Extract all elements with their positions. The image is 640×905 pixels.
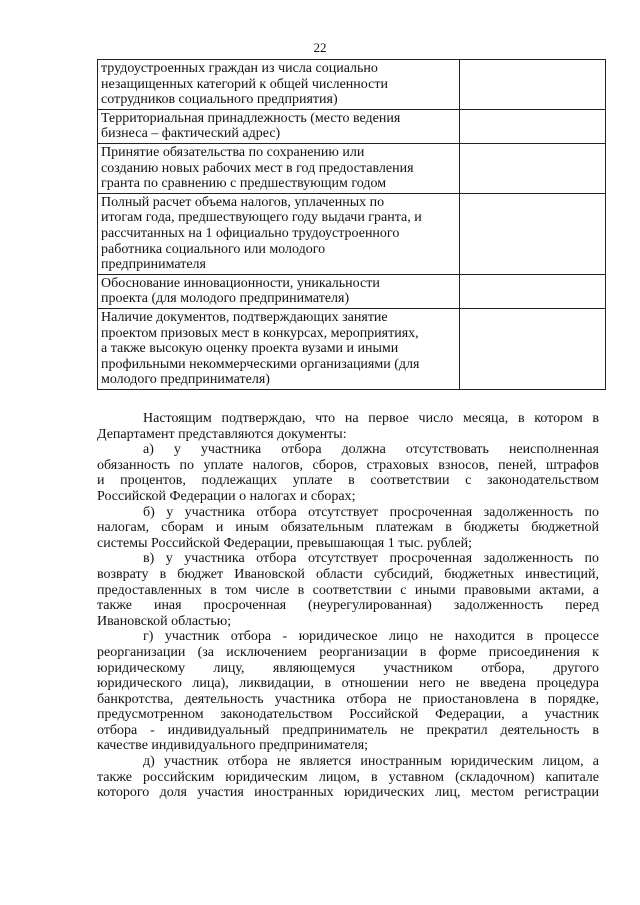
criterion-line: Наличие документов, подтверждающих занятие <box>101 309 388 325</box>
criterion-cell <box>98 274 460 308</box>
criterion-line: работника социального или молодого <box>101 241 326 257</box>
page-number: 22 <box>313 40 327 55</box>
paragraph-line: также иная просроченная (неурегулированная) задолженность перед <box>97 598 599 614</box>
value-cell <box>460 308 606 389</box>
criterion-line: проектом призовых мест в конкурсах, мероприятиях, <box>101 325 419 341</box>
criterion-line: Полный расчет объема налогов, уплаченных по <box>101 194 385 210</box>
value-cell <box>460 274 606 308</box>
table-row <box>98 308 606 389</box>
paragraph <box>97 442 599 504</box>
paragraph-line: предусмотренном законодательством Российской Федерации, а участник <box>97 707 599 723</box>
paragraph-line: которого доля участия иностранных юридических лиц, местом регистрации <box>97 785 599 801</box>
value-cell <box>460 143 606 193</box>
paragraph-line: а) у участника отбора должна отсутствовать неисполненная <box>143 442 599 458</box>
criterion-line: профильными некоммерческими организациями (для <box>101 356 420 372</box>
criterion-line: проекта (для молодого предпринимателя) <box>101 291 350 307</box>
paragraph-line: Ивановской областью; <box>97 613 232 629</box>
paragraph-line: юридическому лицу, являющемуся участником отбора, другого <box>97 660 599 676</box>
criterion-cell <box>98 143 460 193</box>
paragraph-line: г) участник отбора - юридическое лицо не находится в процессе <box>143 629 599 645</box>
table-row <box>98 109 606 143</box>
value-cell <box>460 60 606 110</box>
paragraph <box>97 629 599 754</box>
criterion-cell <box>98 60 460 110</box>
paragraph-line: в) у участника отбора отсутствует просроченная задолженность по <box>143 551 599 567</box>
paragraph-line: качестве индивидуального предпринимателя; <box>97 738 369 754</box>
body-text <box>97 411 599 801</box>
criterion-line: сотрудников социального предприятия) <box>101 92 338 108</box>
paragraph-line: системы Российской Федерации, превышающая 1 тыс. рублей; <box>97 535 472 551</box>
paragraph-line: обязанность по уплате налогов, сборов, страховых взносов, пеней, штрафов <box>97 457 599 473</box>
paragraph-line: и процентов, подлежащих уплате в соответствии с законодательством <box>97 473 599 489</box>
criterion-line: итогам года, предшествующего году выдачи гранта, и <box>101 210 422 226</box>
paragraph-line: б) у участника отбора отсутствует просроченная задолженность по <box>143 504 599 520</box>
criterion-line: Обоснование инновационности, уникальности <box>101 275 380 291</box>
criterion-cell <box>98 308 460 389</box>
paragraph-line: налогам, сборам и иным обязательным платежам в бюджеты бюджетной <box>97 520 599 536</box>
table-row <box>98 193 606 274</box>
paragraph-line: юридического лица), ликвидации, в отношении него не введена процедура <box>97 676 599 692</box>
criterion-line: а также высокую оценку проекта вузами и иными <box>101 341 399 357</box>
paragraph <box>97 551 599 629</box>
criterion-line: бизнеса – фактический адрес) <box>101 126 281 142</box>
criterion-line: молодого предпринимателя) <box>101 372 270 388</box>
paragraph-line: отбора - индивидуальный предприниматель не прекратил деятельность в <box>97 722 599 738</box>
criterion-line: незащищенных категорий к общей численности <box>101 76 388 92</box>
criteria-table <box>97 59 606 390</box>
paragraph-line: реорганизации (за исключением реорганизации в форме присоединения к <box>97 644 599 660</box>
paragraph-line: д) участник отбора не является иностранным юридическим лицом, а <box>143 754 599 770</box>
criterion-line: рассчитанных на 1 официально трудоустроенного <box>101 225 400 241</box>
criterion-line: созданию новых рабочих мест в год предоставления <box>101 160 414 176</box>
value-cell <box>460 109 606 143</box>
criterion-cell <box>98 109 460 143</box>
criterion-line: предпринимателя <box>101 257 206 273</box>
criterion-line: трудоустроенных граждан из числа социально <box>101 61 378 76</box>
paragraph-line: Департамент представляются документы: <box>97 426 347 442</box>
paragraph-line: Российской Федерации о налогах и сборах; <box>97 488 356 504</box>
table-row <box>98 60 606 110</box>
criterion-line: Территориальная принадлежность (место ведения <box>101 110 401 126</box>
table-row <box>98 143 606 193</box>
paragraph <box>97 411 599 442</box>
paragraph-line: возврату в бюджет Ивановской области субсидий, бюджетных инвестиций, <box>97 566 599 582</box>
value-cell <box>460 193 606 274</box>
paragraph-line: предоставленных в том числе в соответствии с иными правовыми актами, а <box>97 582 599 598</box>
criterion-cell <box>98 193 460 274</box>
criterion-line: гранта по сравнению с предшествующим годом <box>101 176 387 192</box>
paragraph <box>97 505 599 552</box>
criterion-line: Принятие обязательства по сохранению или <box>101 144 365 160</box>
table-row <box>98 274 606 308</box>
paragraph-line: Настоящим подтверждаю, что на первое число месяца, в котором в <box>143 411 599 426</box>
paragraph-line: банкротства, деятельность участника отбора не приостановлена в порядке, <box>97 691 599 707</box>
paragraph <box>97 754 599 801</box>
paragraph-line: также российским юридическим лицом, в уставном (складочном) капитале <box>97 769 599 785</box>
